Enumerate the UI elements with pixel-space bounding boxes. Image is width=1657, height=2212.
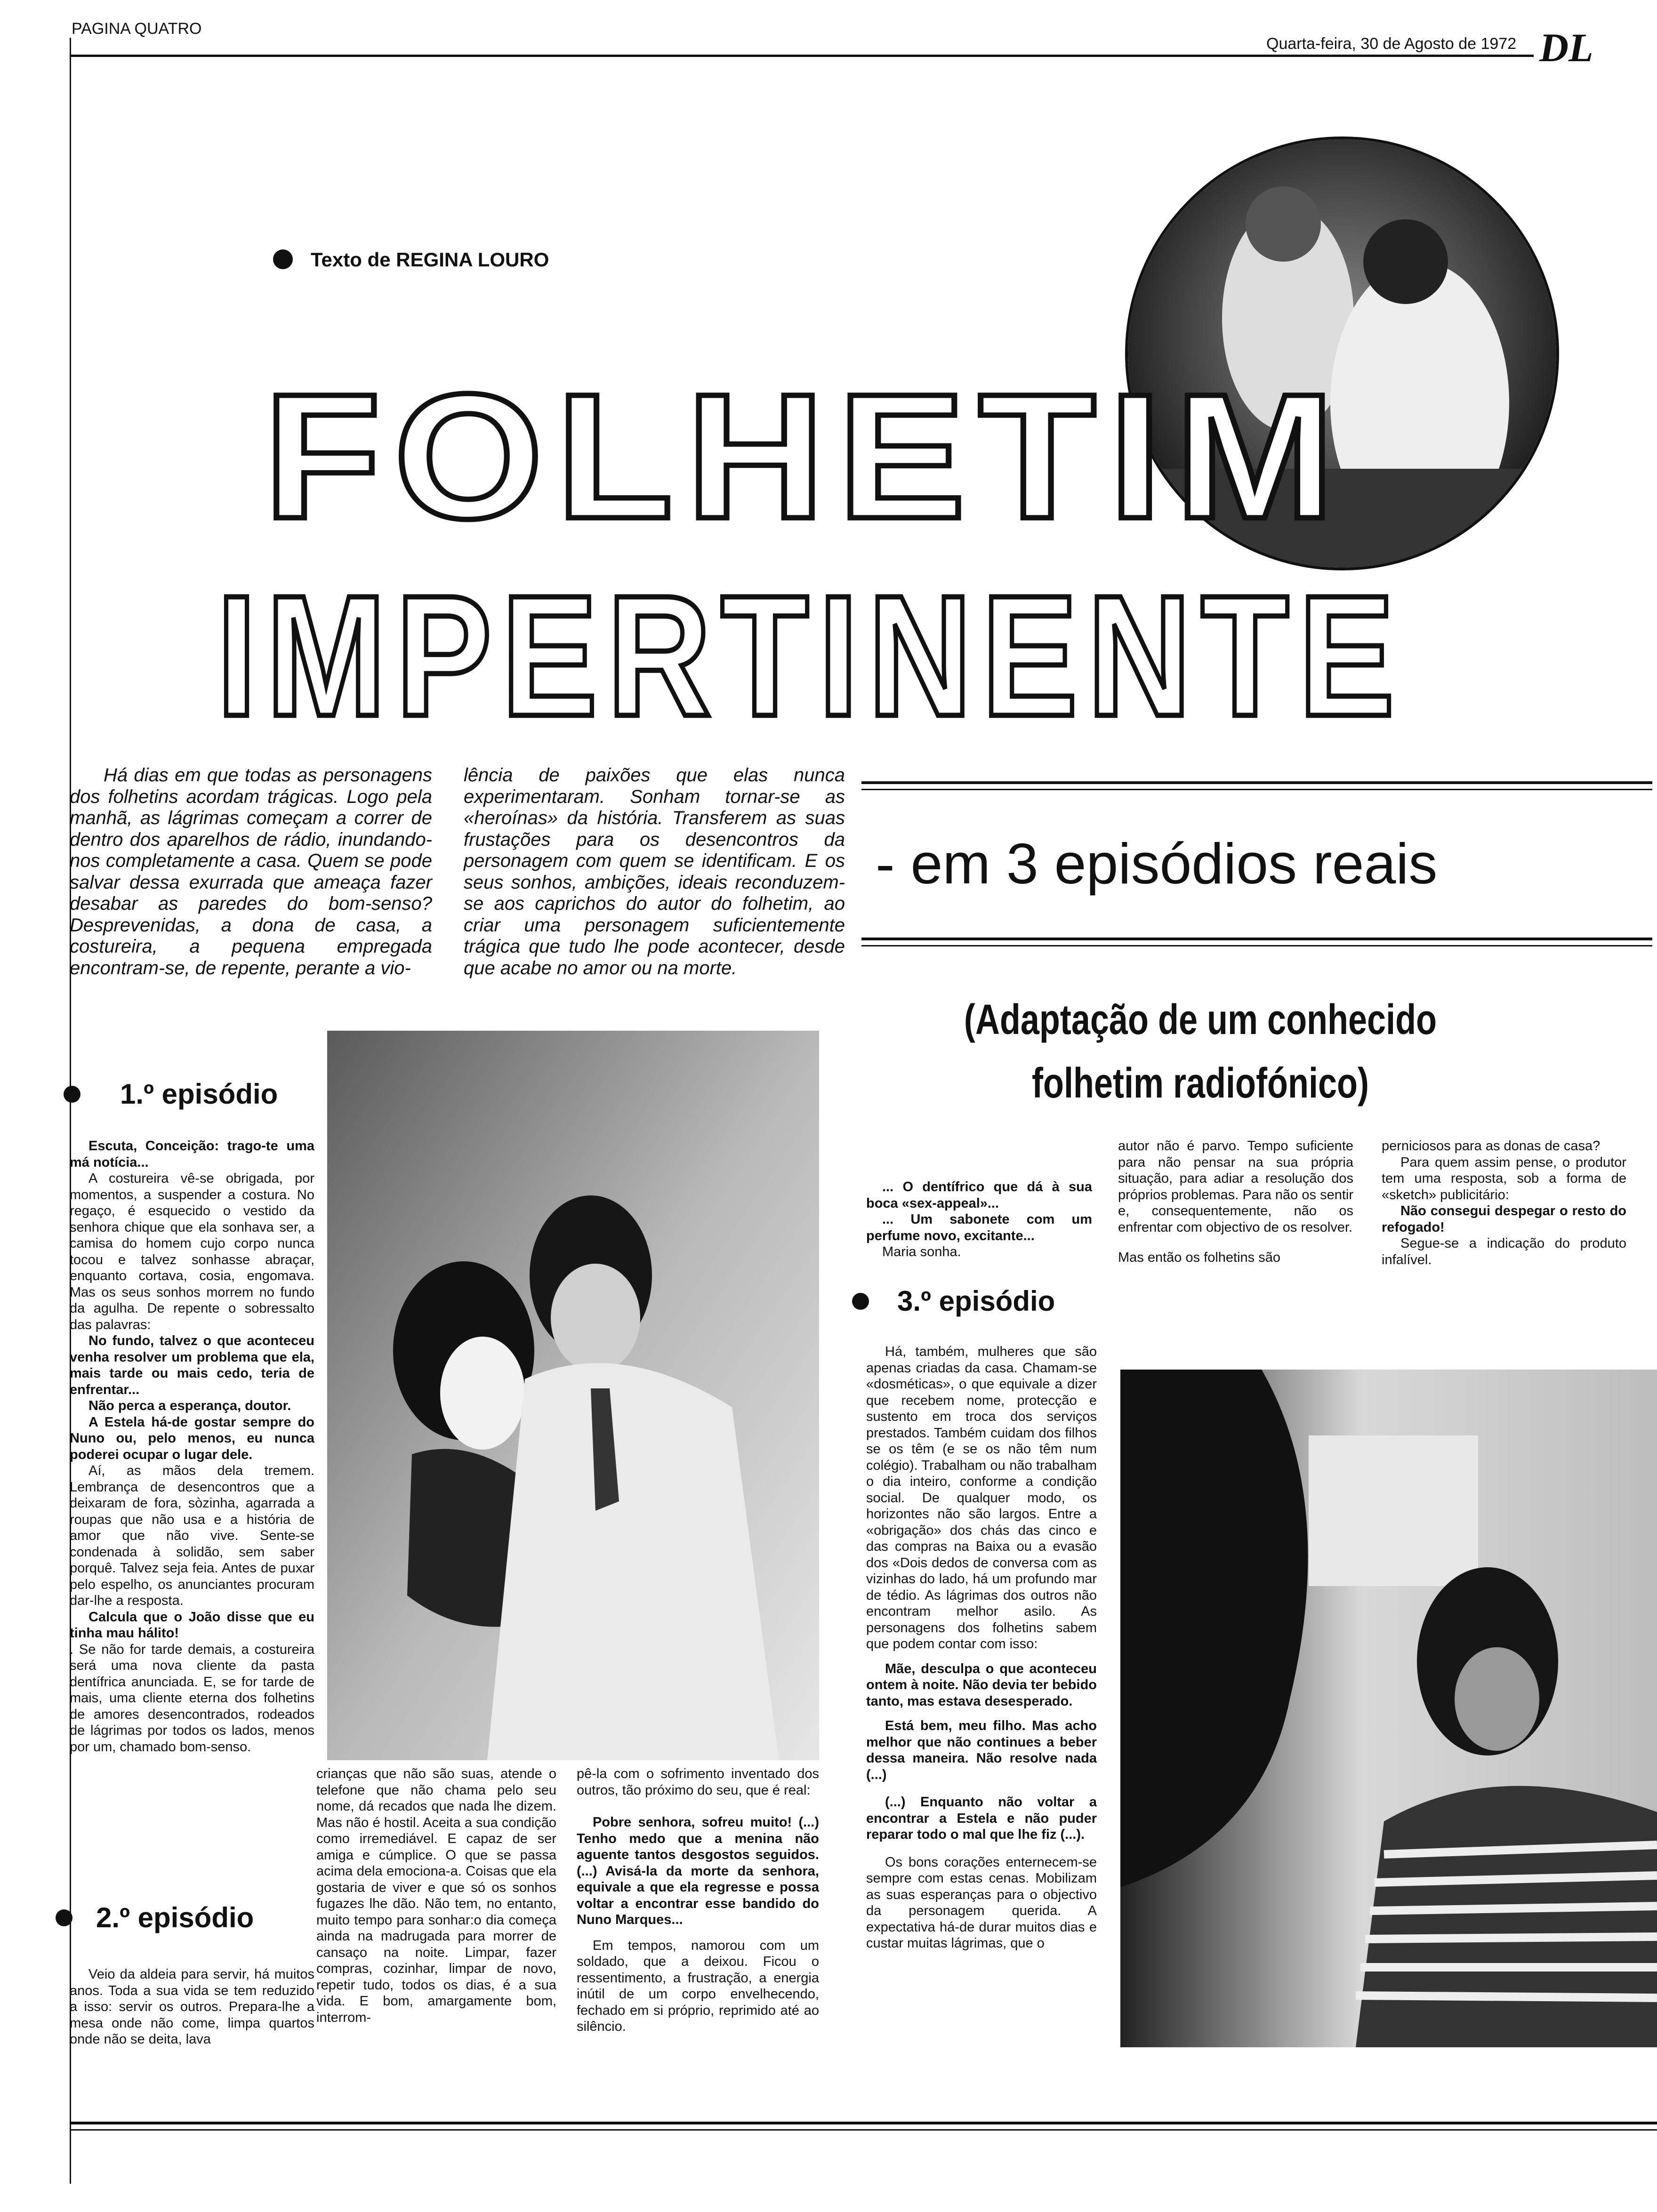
col-e-text: autor não é parvo. Tempo suficiente para não pensar na sua própria situação, para adiar a resolução dos próprios problemas. Para não os sentir e, consequentemente, não os enfrentar com objectivo de os resolver. (1118, 1138, 1353, 1235)
col-d-top-p1: ... O dentífrico que dá à sua boca «sex-appeal»... (866, 1179, 1092, 1211)
col-d-p5: Os bons corações enternecem-se sempre com estas cenas. Mobilizam as suas esperanças para o objectivo da personagem querida. A expectativa há-de durar muitos dias e custar muitas lágrimas, que o (866, 1854, 1097, 1951)
episode-3-heading (852, 1285, 1055, 1317)
headline-line-1: FOLHETIM (264, 356, 1348, 556)
dancing-couple-photo (327, 1031, 819, 1760)
col-c-p1: pê-la com o sofrimento inventado dos outros, tão próximo do seu, que é real: (577, 1766, 819, 1798)
dancing-couple-image (327, 1031, 819, 1760)
header-rule (70, 55, 1534, 57)
adaptation-line-1: (Adaptação de um conhecido (964, 996, 1437, 1043)
col-c-p3: Em tempos, namorou com um soldado, que a deixou. Ficou o ressentimento, a frustração, a energia inútil de um corpo envelhecendo, fechado em si próprio, reprimido até ao silêncio. (577, 1938, 819, 2034)
col-d-top-p3: Maria sonha. (882, 1244, 961, 1259)
column-a2 (70, 1966, 314, 2048)
col-a-p7: Calcula que o João disse que eu tinha mau hálito! (70, 1609, 314, 1641)
col-a-p4: Não perca a esperança, doutor. (88, 1398, 291, 1413)
byline-bullet (273, 249, 293, 269)
column-d (866, 1344, 1097, 1952)
column-f (1382, 1138, 1626, 1268)
bullet-icon (852, 1293, 869, 1310)
col-d-p1: Há, também, mulheres que são apenas criadas da casa. Chamam-se «dosméticas», o que equivale a dizer que recebem nome, protecção e sustento em troca dos serviços prestados. Também cuidam dos filhos se os têm (e se os não têm num colégio). Trabalham ou não trabalham o dia inteiro, conforme a condição social. De qualquer modo, os horizontes não são largos. Entre a «obrigação» dos chás das cinco e das compras na Baixa ou a evasão dos «Dois dedos de conversa com as vizinhas do lado, há um profundo mar de tédio. As lágrimas dos outros não encontram melhor asilo. As personagens dos folhetins sabem que podem contar com isso: (866, 1344, 1097, 1651)
episode-3-label: 3.º episódio (897, 1285, 1055, 1317)
issue-date: Quarta-feira, 30 de Agosto de 1972 (1266, 35, 1517, 53)
column-c (577, 1766, 819, 2035)
women-scene-image (1120, 1370, 1657, 2047)
col-e-text-2: Mas então os folhetins são (1118, 1250, 1280, 1265)
bullet-icon (56, 1909, 72, 1926)
col-d-p3: Está bem, meu filho. Mas acho melhor que não continues a beber dessa maneira. Não resolve nada (...) (866, 1718, 1097, 1782)
col-f-p3: Não consegui despegar o resto do refogado! (1382, 1203, 1626, 1235)
col-a-p5: A Estela há-de gostar sempre do Nuno ou, pelo menos, eu nunca poderei ocupar o lugar dele. (70, 1414, 314, 1462)
episode-1-heading (64, 1078, 278, 1110)
col-a-p2: A costureira vê-se obrigada, por momentos, a suspender a costura. No regaço, é esquecido o vestido da senhora chique que ela sonhava ser, a camisa do homem cujo corpo nunca tocou e talvez sonhasse abraçar, enquanto cortava, cosia, engomava. Mas os seus sonhos morrem no fundo da agulha. De repente o sobressalto das palavras: (70, 1171, 314, 1332)
col-b-text: crianças que não são suas, atende o telefone que não chama pelo seu nome, dá recados que nada lhe dizem. Mas não é hostil. Aceita a sua condição como irremediável. E capaz de ser amiga e cúmplice. O que se passa acima dela emociona-a. Coisas que ela gostaria de viver e que só os sonhos fugazes lhe dão. Não tem, no entanto, muito tempo para sonhar:o dia começa ainda na madrugada para morrer de cansaço na noite. Limpar, fazer compras, cozinhar, limpar de novo, repetir tudo, todos os dias, é a sua vida. E bom, amargamente bom, interrom- (316, 1766, 556, 2025)
subtitle: - em 3 episódios reais (876, 832, 1438, 896)
left-border (70, 38, 71, 2184)
col-d-p4: (...) Enquanto não voltar a encontrar a Estela e não puder reparar todo o mal que lhe fiz (...). (866, 1795, 1097, 1842)
headline-line-2: IMPERTINENTE (217, 559, 1404, 752)
col-f-p2: Para quem assim pense, o produtor tem uma resposta, sob a forma de «sketch» publicitário: (1382, 1154, 1626, 1202)
adaptation-heading (956, 988, 1445, 1115)
subtitle-rule-bottom-1 (861, 938, 1652, 940)
newspaper-logo: DL (1539, 25, 1593, 70)
episode-2-label: 2.º episódio (96, 1902, 254, 1933)
adaptation-line-2: folhetim radiofónico) (1032, 1060, 1369, 1107)
column-d-top (866, 1179, 1092, 1260)
subtitle-rule-top-1 (861, 781, 1652, 784)
women-scene-photo (1120, 1370, 1657, 2047)
col-c-p2: Pobre senhora, sofreu muito! (...) Tenho medo que a menina não aguente tantos desgostos seguidos. (...) Avisá-la da morte da senhora, equivale a que ela regresse e possa voltar a encontrar esse bandido do Nuno Marques... (577, 1815, 819, 1927)
col-d-top-p2: ... Um sabonete com um perfume novo, excitante... (866, 1212, 1092, 1243)
col-a2-text: Veio da aldeia para servir, há muitos anos. Toda a sua vida se tem reduzido a isso: servir os outros. Prepara-lhe a mesa onde não come, limpa quartos onde não se deita, lava (70, 1967, 314, 2047)
page-label: PAGINA QUATRO (72, 20, 202, 38)
subtitle-rule-top-2 (861, 789, 1652, 790)
subtitle-rule-bottom-2 (861, 945, 1652, 946)
bullet-icon (64, 1086, 80, 1103)
col-a-p3: No fundo, talvez o que aconteceu venha resolver um problema que ela, mais tarde ou mais cedo, teria de enfrentar... (70, 1333, 314, 1397)
col-f-p1: perniciosos para as donas de casa? (1382, 1138, 1601, 1154)
intro-text-1: Há dias em que todas as personagens dos folhetins acordam trágicas. Logo pela manhã, as lágrimas começam a correr de dentro dos aparelhos de rádio, inundando-nos completamente a casa. Quem se pode salvar dessa exurrada que ameaça fazer desabar as paredes do bom-senso? Desprevenidas, a dona de casa, a costureira, a pequena empregada encontram-se, de repente, perante a vio- (70, 765, 432, 978)
footer-rule-2 (70, 2129, 1657, 2131)
footer-rule-1 (70, 2122, 1657, 2124)
col-f-p4: Segue-se a indicação do produto infalível. (1382, 1236, 1626, 1267)
col-d-p2: Mãe, desculpa o que aconteceu ontem à noite. Não devia ter bebido tanto, mas estava desesperado. (866, 1661, 1097, 1709)
episode-2-heading (56, 1901, 254, 1934)
column-b (316, 1766, 556, 2026)
intro-column-1 (70, 765, 432, 979)
intro-text-2: lência de paixões que elas nunca experimentaram. Sonham tornar-se as «heroínas» da história. Transferem as suas frustações para os desencontros da personagem com quem se identificam. E os seus sonhos, ambições, ideais reconduzem-se aos caprichos do autor do folhetim, ao criar uma personagem suficientemente trágica que tudo lhe pode acontecer, desde que acabe no amor ou na morte. (464, 765, 845, 978)
column-a (70, 1138, 314, 1755)
intro-column-2 (464, 765, 845, 979)
col-a-p6: Aí, as mãos dela tremem. Lembrança de desencontros que a deixaram de fora, sòzinha, agarrada a roupas que não usa e a história de amor que não vive. Sente-se condenada à solidão, sem saber porquê. Talvez seja feia. Antes de puxar pelo espelho, os anunciantes procuram dar-lhe a resposta. (70, 1463, 314, 1608)
col-a-p1: Escuta, Conceição: trago-te uma má notícia... (70, 1138, 314, 1170)
column-e (1118, 1138, 1353, 1266)
episode-1-label: 1.º episódio (120, 1078, 278, 1110)
col-a-p8: . Se não for tarde demais, a costureira será uma nova cliente da pasta dentífrica anunciada. E, se for tarde de mais, uma cliente eterna dos folhetins de amores desencontrados, rodeados de lágrimas por todos os lados, menos por um, chamado bom-senso. (70, 1642, 314, 1755)
byline: Texto de REGINA LOURO (311, 248, 549, 271)
